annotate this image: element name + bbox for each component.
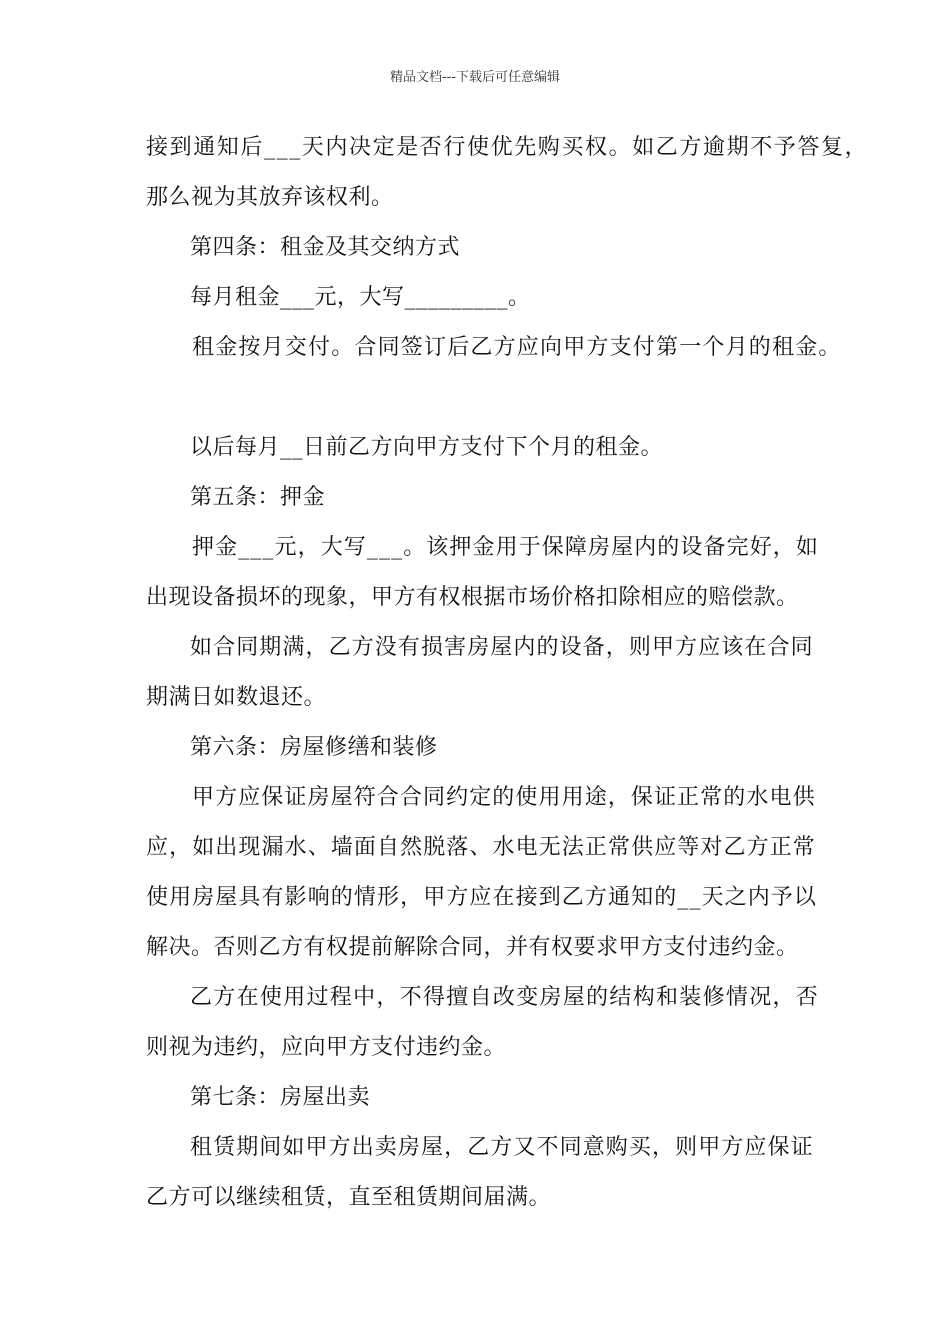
article-heading: 第七条：房屋出卖 [190,1085,371,1110]
article-heading: 第五条：押金 [190,485,326,510]
page-header: 精品文档---下载后可任意编辑 [389,70,561,85]
text-line: 甲方应保证房屋符合合同约定的使用用途，保证正常的水电供 [192,785,816,810]
text-line: 那么视为其放弃该权利。 [146,185,394,210]
text-line: 每月租金___元，大写_________。 [190,285,531,310]
text-line: 应，如出现漏水、墙面自然脱落、水电无法正常供应等对乙方正常 [146,835,816,860]
text-line: 如合同期满，乙方没有损害房屋内的设备，则甲方应该在合同 [190,635,814,660]
text-line: 解决。否则乙方有权提前解除合同，并有权要求甲方支付违约金。 [146,935,799,960]
text-line: 乙方可以继续租赁，直至租赁期间届满。 [146,1185,552,1210]
article-heading: 第四条：租金及其交纳方式 [190,235,461,260]
text-line: 期满日如数退还。 [146,685,327,710]
text-line: 押金___元，大写___。该押金用于保障房屋内的设备完好，如 [192,535,820,560]
text-line: 以后每月__日前乙方向甲方支付下个月的租金。 [190,435,664,460]
text-line: 接到通知后___天内决定是否行使优先购买权。如乙方逾期不予答复， [146,135,869,160]
text-line: 出现设备损坏的现象，甲方有权根据市场价格扣除相应的赔偿款。 [146,585,799,610]
article-heading: 第六条：房屋修缮和装修 [190,735,438,760]
text-line: 则视为违约，应向甲方支付违约金。 [146,1035,507,1060]
text-line: 租金按月交付。合同签订后乙方应向甲方支付第一个月的租金。 [192,335,842,360]
text-line: 租赁期间如甲方出卖房屋，乙方又不同意购买，则甲方应保证 [190,1135,814,1160]
text-line: 乙方在使用过程中，不得擅自改变房屋的结构和装修情况，否 [190,985,820,1010]
text-line: 使用房屋具有影响的情形，甲方应在接到乙方通知的__天之内予以 [146,885,818,910]
